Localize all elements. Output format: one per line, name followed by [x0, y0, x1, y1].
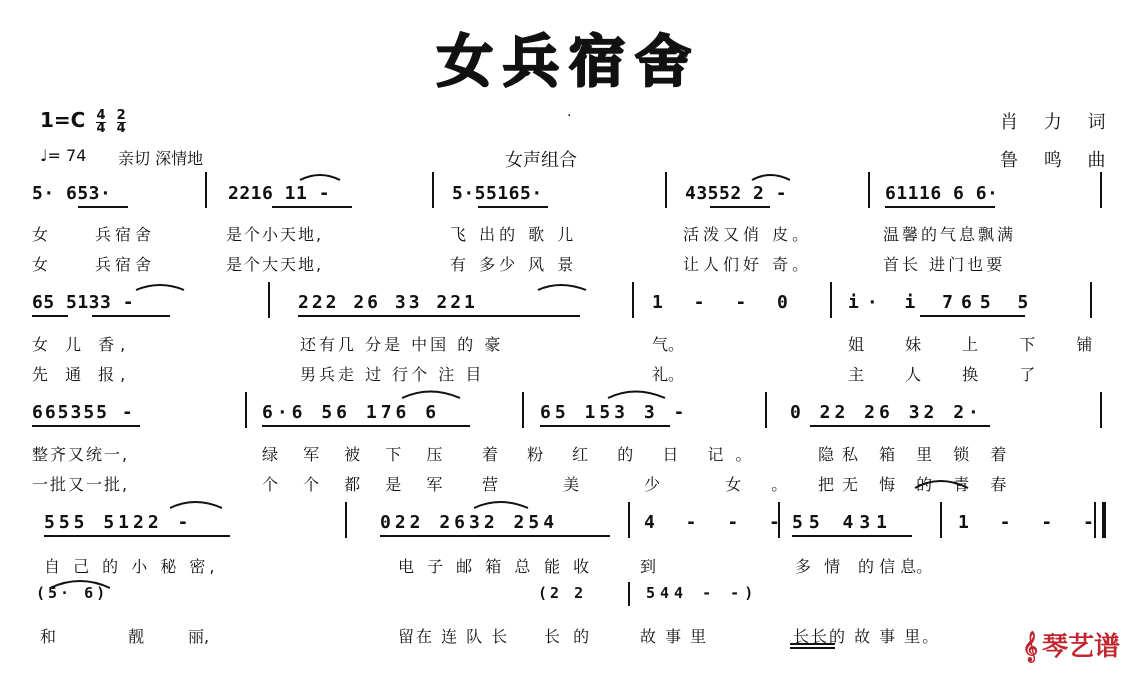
barline: [628, 582, 630, 606]
barline: [765, 392, 767, 428]
lyric: 活泼又俏 皮。: [683, 225, 813, 244]
measure-notes: 4 - - -: [644, 512, 790, 533]
watermark-text: 琴艺谱: [1041, 632, 1120, 662]
lyric: 兵宿舍: [95, 255, 156, 274]
lyric: 是个大天地,: [226, 255, 324, 274]
lyric: 男兵走 过 行个 注 目: [300, 365, 485, 384]
lyric: 多 情: [795, 557, 845, 576]
lyric: 留在 连 队 长: [398, 627, 510, 646]
lyric: 还有几 分是 中国 的 豪: [300, 335, 504, 354]
measure-notes: 55 431: [792, 512, 894, 533]
lyric: 长长的 故 事 里。: [793, 627, 941, 646]
watermark-logo: [1023, 626, 1120, 663]
slur: [752, 175, 790, 180]
lyric: 先 通 报,: [32, 365, 132, 384]
key-label: 1=C: [40, 108, 86, 132]
lyric: 营 美 少 女。: [482, 475, 818, 494]
lyric: 温馨的气息飘满: [883, 225, 1017, 244]
measure-notes: 1 - - 0: [652, 292, 798, 313]
barline: [632, 282, 634, 318]
slur: [608, 392, 665, 399]
lyric: 姐 妹 上 下 铺: [848, 335, 1111, 354]
barline: [245, 392, 247, 428]
lyric: 飞 出的 歌 儿: [450, 225, 578, 244]
barline: [268, 282, 270, 318]
lyric: 有 多少 风 景: [450, 255, 578, 274]
barline: [205, 172, 207, 208]
measure-notes: i· i 765 5: [848, 292, 1037, 313]
lyric: 故 事 里: [640, 627, 709, 646]
alt-notes: 544 - -): [646, 584, 759, 602]
lyric: 女 儿 香,: [32, 335, 132, 354]
key-signature: [40, 108, 126, 135]
measure-notes: 665355 -: [32, 402, 135, 423]
lyric: 是个小天地,: [226, 225, 324, 244]
lyric: 女: [32, 225, 49, 244]
lyric: 礼。: [652, 365, 685, 384]
slur: [300, 175, 340, 180]
composer-credit: 鲁 鸣 曲: [1000, 150, 1116, 171]
barline: [628, 502, 630, 538]
lyric: 电 子 邮 箱 总: [398, 557, 535, 576]
lyric: 长 的: [544, 627, 594, 646]
measure-notes: 6·6 56 176 6: [262, 402, 441, 423]
measure-notes: 0 22 26 32 2·: [790, 402, 983, 423]
alt-notes: (2 2: [538, 584, 587, 602]
lyric: 让人们好 奇。: [683, 255, 813, 274]
lyric: 丽,: [188, 627, 210, 646]
lyric: 着 粉 红 的 日 记。: [482, 445, 764, 464]
slur: [170, 502, 222, 508]
lyric: 兵宿舍: [95, 225, 156, 244]
lyric: 气。: [652, 335, 685, 354]
time-sig-bottom: 4: [116, 121, 126, 136]
slur: [474, 502, 528, 508]
barline: [1090, 282, 1092, 318]
slur: [136, 285, 184, 290]
alt-notes: (5· 6): [36, 584, 109, 602]
lyric: 靓: [128, 627, 145, 646]
performance-note: 女声组合: [505, 150, 577, 171]
time-signature-1: [96, 110, 105, 135]
barline: [940, 502, 942, 538]
barline: [665, 172, 667, 208]
barline: [522, 392, 524, 428]
measure-notes: 1 - - -: [958, 512, 1104, 533]
barline: [1100, 392, 1102, 428]
measure-notes: 5· 653·: [32, 183, 112, 204]
lyric: 自 己 的 小 秘 密,: [44, 557, 219, 576]
measure-notes: 65 5133 -: [32, 292, 135, 313]
lyric: 主 人 换 了: [848, 365, 1054, 384]
barline: [432, 172, 434, 208]
measure-notes: 022 2632 254: [380, 512, 559, 533]
measure-notes: 555 5122 -: [44, 512, 193, 533]
time-signature-2: [117, 110, 126, 135]
lyric: 隐私 箱 里 锁 着: [818, 445, 1015, 464]
lyric: 把无 悔 的 青 春: [818, 475, 1015, 494]
lyric: 和: [40, 627, 57, 646]
stray-dot: .: [567, 104, 572, 120]
measure-notes: 5·55165·: [452, 183, 543, 204]
lyric: 到: [640, 557, 657, 576]
lyric: 首长 进门也要: [883, 255, 1006, 274]
measure-notes: 222 26 33 221: [298, 292, 478, 313]
lyric: 绿 军 被 下 压: [262, 445, 453, 464]
lyricist-credit: 肖 力 词: [1000, 112, 1116, 133]
measure-notes: 43552 2 -: [685, 183, 788, 204]
measure-notes: 2216 11 -: [228, 183, 331, 204]
lyric: 一批又一批,: [32, 475, 130, 494]
lyric: 整齐又统一,: [32, 445, 130, 464]
time-sig-top: 4: [96, 108, 106, 123]
measure-notes: 61116 6 6·: [885, 183, 999, 204]
lyric: 女: [32, 255, 49, 274]
barline: [1100, 172, 1102, 208]
lyric: 个 个 都 是 军: [262, 475, 453, 494]
song-title: 女兵宿舍: [437, 29, 701, 95]
barline: [830, 282, 832, 318]
slur: [402, 392, 460, 399]
time-sig-bottom: 4: [96, 121, 106, 136]
measure-notes: 65 153 3 -: [540, 402, 689, 423]
logo-icon: 𝄞: [1022, 632, 1038, 662]
slur: [538, 285, 586, 290]
time-sig-top: 2: [116, 108, 126, 123]
barline: [345, 502, 347, 538]
barline: [868, 172, 870, 208]
tempo-mark: ♩= 74: [40, 146, 87, 165]
expression-mark: 亲切 深情地: [118, 149, 204, 168]
lyric: 的 信 息。: [858, 557, 933, 576]
lyric: 能 收: [544, 557, 594, 576]
